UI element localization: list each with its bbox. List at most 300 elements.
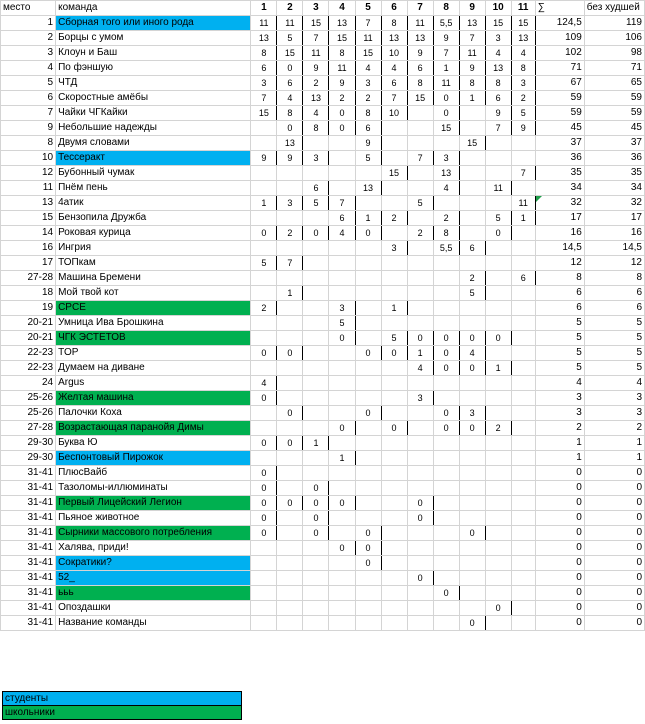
without-worst-cell[interactable]: 71	[584, 61, 644, 76]
score-cell-round-11[interactable]	[511, 616, 535, 631]
score-cell-round-8[interactable]: 3	[433, 151, 459, 166]
score-cell-round-1[interactable]	[251, 211, 277, 226]
score-cell-round-4[interactable]	[329, 271, 355, 286]
score-cell-round-9[interactable]: 5	[459, 286, 485, 301]
place-cell[interactable]: 13	[1, 196, 56, 211]
team-name-cell[interactable]: Сырники массового потребления	[56, 526, 251, 541]
score-cell-round-8[interactable]	[433, 256, 459, 271]
sum-cell[interactable]: 0	[535, 466, 584, 481]
score-cell-round-8[interactable]: 4	[433, 181, 459, 196]
without-worst-cell[interactable]: 119	[584, 16, 644, 31]
place-cell[interactable]: 2	[1, 31, 56, 46]
score-cell-round-4[interactable]: 0	[329, 541, 355, 556]
score-cell-round-3[interactable]	[303, 301, 329, 316]
team-name-cell[interactable]: 52_	[56, 571, 251, 586]
score-cell-round-8[interactable]: 0	[433, 406, 459, 421]
score-cell-round-2[interactable]	[277, 391, 303, 406]
team-name-cell[interactable]: Бубонный чумак	[56, 166, 251, 181]
score-cell-round-4[interactable]	[329, 406, 355, 421]
place-cell[interactable]: 31-41	[1, 496, 56, 511]
score-cell-round-8[interactable]: 0	[433, 421, 459, 436]
team-name-cell[interactable]: ььь	[56, 586, 251, 601]
score-cell-round-10[interactable]	[485, 571, 511, 586]
sum-cell[interactable]: 1	[535, 436, 584, 451]
score-cell-round-10[interactable]	[485, 556, 511, 571]
team-name-cell[interactable]: Бензопила Дружба	[56, 211, 251, 226]
without-worst-cell[interactable]: 3	[584, 391, 644, 406]
sum-cell[interactable]: 0	[535, 541, 584, 556]
score-cell-round-9[interactable]	[459, 376, 485, 391]
without-worst-cell[interactable]: 65	[584, 76, 644, 91]
score-cell-round-11[interactable]	[511, 571, 535, 586]
score-cell-round-1[interactable]	[251, 556, 277, 571]
score-cell-round-8[interactable]	[433, 136, 459, 151]
score-cell-round-7[interactable]	[407, 406, 433, 421]
score-cell-round-1[interactable]: 11	[251, 16, 277, 31]
score-cell-round-4[interactable]	[329, 376, 355, 391]
sum-cell[interactable]: 0	[535, 571, 584, 586]
place-cell[interactable]: 31-41	[1, 586, 56, 601]
score-cell-round-8[interactable]	[433, 616, 459, 631]
score-cell-round-10[interactable]	[485, 136, 511, 151]
place-cell[interactable]: 5	[1, 76, 56, 91]
score-cell-round-5[interactable]	[355, 391, 381, 406]
sum-cell[interactable]: 2	[535, 421, 584, 436]
score-cell-round-5[interactable]	[355, 286, 381, 301]
score-cell-round-2[interactable]	[277, 376, 303, 391]
team-name-cell[interactable]: Скоростные амёбы	[56, 91, 251, 106]
score-cell-round-9[interactable]	[459, 586, 485, 601]
score-cell-round-7[interactable]: 4	[407, 361, 433, 376]
score-cell-round-1[interactable]: 13	[251, 31, 277, 46]
score-cell-round-7[interactable]	[407, 106, 433, 121]
score-cell-round-1[interactable]	[251, 451, 277, 466]
score-cell-round-7[interactable]: 3	[407, 391, 433, 406]
score-cell-round-10[interactable]	[485, 166, 511, 181]
score-cell-round-3[interactable]: 8	[303, 121, 329, 136]
score-cell-round-11[interactable]: 6	[511, 271, 535, 286]
score-cell-round-10[interactable]	[485, 286, 511, 301]
score-cell-round-6[interactable]: 13	[381, 31, 407, 46]
score-cell-round-5[interactable]	[355, 511, 381, 526]
score-cell-round-8[interactable]: 9	[433, 31, 459, 46]
score-cell-round-5[interactable]: 0	[355, 556, 381, 571]
place-cell[interactable]: 15	[1, 211, 56, 226]
score-cell-round-5[interactable]: 13	[355, 181, 381, 196]
score-cell-round-10[interactable]: 2	[485, 421, 511, 436]
score-cell-round-3[interactable]: 11	[303, 46, 329, 61]
score-cell-round-5[interactable]: 0	[355, 526, 381, 541]
team-name-cell[interactable]: Халява, приди!	[56, 541, 251, 556]
score-cell-round-7[interactable]	[407, 136, 433, 151]
score-cell-round-11[interactable]	[511, 601, 535, 616]
score-cell-round-6[interactable]: 0	[381, 346, 407, 361]
score-cell-round-10[interactable]	[485, 496, 511, 511]
score-cell-round-9[interactable]: 9	[459, 61, 485, 76]
score-cell-round-8[interactable]: 13	[433, 166, 459, 181]
score-cell-round-10[interactable]	[485, 616, 511, 631]
score-cell-round-9[interactable]	[459, 451, 485, 466]
score-cell-round-7[interactable]	[407, 376, 433, 391]
place-cell[interactable]: 27-28	[1, 421, 56, 436]
score-cell-round-3[interactable]	[303, 286, 329, 301]
score-cell-round-8[interactable]	[433, 526, 459, 541]
without-worst-cell[interactable]: 98	[584, 46, 644, 61]
team-name-cell[interactable]: Мой твой кот	[56, 286, 251, 301]
score-cell-round-2[interactable]	[277, 451, 303, 466]
score-cell-round-5[interactable]	[355, 601, 381, 616]
without-worst-cell[interactable]: 0	[584, 526, 644, 541]
score-cell-round-1[interactable]	[251, 286, 277, 301]
score-cell-round-3[interactable]: 5	[303, 196, 329, 211]
score-cell-round-1[interactable]: 0	[251, 481, 277, 496]
sum-cell[interactable]: 6	[535, 301, 584, 316]
score-cell-round-6[interactable]	[381, 376, 407, 391]
score-cell-round-2[interactable]: 4	[277, 91, 303, 106]
score-cell-round-9[interactable]	[459, 556, 485, 571]
sum-cell[interactable]: 0	[535, 496, 584, 511]
sum-cell[interactable]: 34	[535, 181, 584, 196]
score-cell-round-11[interactable]	[511, 181, 535, 196]
score-cell-round-4[interactable]	[329, 526, 355, 541]
score-cell-round-9[interactable]	[459, 601, 485, 616]
score-cell-round-5[interactable]	[355, 496, 381, 511]
score-cell-round-3[interactable]: 6	[303, 181, 329, 196]
score-cell-round-7[interactable]	[407, 556, 433, 571]
score-cell-round-10[interactable]	[485, 391, 511, 406]
place-cell[interactable]: 31-41	[1, 556, 56, 571]
score-cell-round-4[interactable]	[329, 616, 355, 631]
sum-cell[interactable]: 0	[535, 526, 584, 541]
score-cell-round-7[interactable]	[407, 271, 433, 286]
score-cell-round-6[interactable]	[381, 406, 407, 421]
score-cell-round-10[interactable]	[485, 436, 511, 451]
sum-cell[interactable]: 0	[535, 616, 584, 631]
score-cell-round-11[interactable]	[511, 406, 535, 421]
score-cell-round-4[interactable]	[329, 151, 355, 166]
score-cell-round-11[interactable]: 2	[511, 91, 535, 106]
score-cell-round-11[interactable]: 3	[511, 76, 535, 91]
score-cell-round-2[interactable]	[277, 511, 303, 526]
score-cell-round-11[interactable]	[511, 376, 535, 391]
score-cell-round-3[interactable]	[303, 406, 329, 421]
without-worst-cell[interactable]: 59	[584, 91, 644, 106]
score-cell-round-1[interactable]: 0	[251, 511, 277, 526]
score-cell-round-4[interactable]	[329, 391, 355, 406]
header-round-5[interactable]: 5	[355, 1, 381, 16]
score-cell-round-7[interactable]: 0	[407, 511, 433, 526]
score-cell-round-11[interactable]	[511, 286, 535, 301]
score-cell-round-10[interactable]	[485, 541, 511, 556]
score-cell-round-7[interactable]	[407, 166, 433, 181]
score-cell-round-7[interactable]: 0	[407, 571, 433, 586]
score-cell-round-5[interactable]	[355, 421, 381, 436]
score-cell-round-7[interactable]: 9	[407, 46, 433, 61]
sum-cell[interactable]: 3	[535, 391, 584, 406]
score-cell-round-9[interactable]	[459, 481, 485, 496]
score-cell-round-1[interactable]: 4	[251, 376, 277, 391]
header-team[interactable]: команда	[56, 1, 251, 16]
score-cell-round-3[interactable]	[303, 256, 329, 271]
score-cell-round-7[interactable]	[407, 436, 433, 451]
place-cell[interactable]: 8	[1, 136, 56, 151]
score-cell-round-8[interactable]	[433, 511, 459, 526]
score-cell-round-5[interactable]: 11	[355, 31, 381, 46]
score-cell-round-9[interactable]: 15	[459, 136, 485, 151]
score-cell-round-9[interactable]	[459, 316, 485, 331]
score-cell-round-3[interactable]: 0	[303, 496, 329, 511]
score-cell-round-2[interactable]	[277, 556, 303, 571]
sum-cell[interactable]: 12	[535, 256, 584, 271]
score-cell-round-1[interactable]: 8	[251, 46, 277, 61]
team-name-cell[interactable]: Умница Ива Брошкина	[56, 316, 251, 331]
score-cell-round-8[interactable]: 11	[433, 76, 459, 91]
place-cell[interactable]: 31-41	[1, 616, 56, 631]
score-cell-round-4[interactable]: 11	[329, 61, 355, 76]
score-cell-round-9[interactable]	[459, 166, 485, 181]
score-cell-round-11[interactable]	[511, 151, 535, 166]
score-cell-round-5[interactable]	[355, 361, 381, 376]
score-cell-round-5[interactable]	[355, 316, 381, 331]
score-cell-round-5[interactable]	[355, 301, 381, 316]
score-cell-round-4[interactable]	[329, 556, 355, 571]
score-cell-round-9[interactable]	[459, 121, 485, 136]
sum-cell[interactable]: 45	[535, 121, 584, 136]
score-cell-round-2[interactable]: 15	[277, 46, 303, 61]
score-cell-round-1[interactable]	[251, 616, 277, 631]
score-cell-round-7[interactable]	[407, 121, 433, 136]
score-cell-round-3[interactable]	[303, 421, 329, 436]
score-cell-round-1[interactable]: 2	[251, 301, 277, 316]
score-cell-round-3[interactable]	[303, 376, 329, 391]
without-worst-cell[interactable]: 37	[584, 136, 644, 151]
score-cell-round-6[interactable]	[381, 556, 407, 571]
score-cell-round-4[interactable]	[329, 586, 355, 601]
score-cell-round-9[interactable]	[459, 511, 485, 526]
without-worst-cell[interactable]: 0	[584, 481, 644, 496]
score-cell-round-1[interactable]	[251, 316, 277, 331]
score-cell-round-11[interactable]	[511, 316, 535, 331]
score-cell-round-6[interactable]: 2	[381, 211, 407, 226]
score-cell-round-4[interactable]	[329, 136, 355, 151]
score-cell-round-7[interactable]: 2	[407, 226, 433, 241]
sum-cell[interactable]: 37	[535, 136, 584, 151]
score-cell-round-11[interactable]	[511, 361, 535, 376]
score-cell-round-10[interactable]	[485, 151, 511, 166]
score-cell-round-6[interactable]: 7	[381, 91, 407, 106]
score-cell-round-6[interactable]	[381, 436, 407, 451]
team-name-cell[interactable]: ТОПкам	[56, 256, 251, 271]
without-worst-cell[interactable]: 5	[584, 331, 644, 346]
team-name-cell[interactable]: ЧГК ЭСТЕТОВ	[56, 331, 251, 346]
score-cell-round-6[interactable]: 10	[381, 106, 407, 121]
score-cell-round-1[interactable]	[251, 241, 277, 256]
score-cell-round-11[interactable]	[511, 526, 535, 541]
sum-cell[interactable]: 35	[535, 166, 584, 181]
score-cell-round-5[interactable]	[355, 196, 381, 211]
score-cell-round-9[interactable]: 0	[459, 616, 485, 631]
header-round-10[interactable]: 10	[485, 1, 511, 16]
score-cell-round-4[interactable]	[329, 511, 355, 526]
header-round-11[interactable]: 11	[511, 1, 535, 16]
score-cell-round-1[interactable]: 0	[251, 346, 277, 361]
score-cell-round-2[interactable]	[277, 616, 303, 631]
score-cell-round-11[interactable]: 13	[511, 31, 535, 46]
score-cell-round-11[interactable]	[511, 541, 535, 556]
score-cell-round-10[interactable]: 15	[485, 16, 511, 31]
score-cell-round-9[interactable]	[459, 226, 485, 241]
team-name-cell[interactable]: Роковая курица	[56, 226, 251, 241]
score-cell-round-7[interactable]	[407, 256, 433, 271]
score-cell-round-10[interactable]: 13	[485, 61, 511, 76]
score-cell-round-5[interactable]: 1	[355, 211, 381, 226]
team-name-cell[interactable]: Клоун и Баш	[56, 46, 251, 61]
score-cell-round-2[interactable]	[277, 241, 303, 256]
header-round-1[interactable]: 1	[251, 1, 277, 16]
score-cell-round-3[interactable]	[303, 601, 329, 616]
score-cell-round-11[interactable]: 9	[511, 121, 535, 136]
score-cell-round-8[interactable]	[433, 316, 459, 331]
sum-cell[interactable]: 3	[535, 406, 584, 421]
score-cell-round-6[interactable]	[381, 316, 407, 331]
score-cell-round-4[interactable]: 13	[329, 16, 355, 31]
without-worst-cell[interactable]: 0	[584, 616, 644, 631]
score-cell-round-8[interactable]	[433, 376, 459, 391]
score-cell-round-11[interactable]	[511, 391, 535, 406]
score-cell-round-6[interactable]	[381, 571, 407, 586]
score-cell-round-11[interactable]	[511, 511, 535, 526]
score-cell-round-8[interactable]: 7	[433, 46, 459, 61]
score-cell-round-7[interactable]	[407, 211, 433, 226]
without-worst-cell[interactable]: 0	[584, 586, 644, 601]
score-cell-round-5[interactable]	[355, 376, 381, 391]
score-cell-round-9[interactable]: 4	[459, 346, 485, 361]
score-cell-round-4[interactable]: 0	[329, 121, 355, 136]
score-cell-round-4[interactable]	[329, 436, 355, 451]
without-worst-cell[interactable]: 45	[584, 121, 644, 136]
header-round-2[interactable]: 2	[277, 1, 303, 16]
score-cell-round-8[interactable]	[433, 481, 459, 496]
score-cell-round-1[interactable]: 0	[251, 526, 277, 541]
score-cell-round-9[interactable]	[459, 436, 485, 451]
score-cell-round-5[interactable]	[355, 436, 381, 451]
score-cell-round-8[interactable]	[433, 196, 459, 211]
place-cell[interactable]: 12	[1, 166, 56, 181]
score-cell-round-8[interactable]	[433, 601, 459, 616]
score-cell-round-10[interactable]: 0	[485, 331, 511, 346]
score-cell-round-1[interactable]: 0	[251, 226, 277, 241]
header-round-4[interactable]: 4	[329, 1, 355, 16]
score-cell-round-9[interactable]	[459, 466, 485, 481]
score-cell-round-2[interactable]	[277, 601, 303, 616]
score-cell-round-10[interactable]: 4	[485, 46, 511, 61]
score-cell-round-1[interactable]: 1	[251, 196, 277, 211]
team-name-cell[interactable]: Тессеракт	[56, 151, 251, 166]
without-worst-cell[interactable]: 34	[584, 181, 644, 196]
score-cell-round-10[interactable]: 8	[485, 76, 511, 91]
sum-cell[interactable]: 67	[535, 76, 584, 91]
score-cell-round-3[interactable]	[303, 361, 329, 376]
place-cell[interactable]: 27-28	[1, 271, 56, 286]
score-cell-round-7[interactable]	[407, 481, 433, 496]
score-cell-round-8[interactable]	[433, 541, 459, 556]
score-cell-round-8[interactable]	[433, 301, 459, 316]
sum-cell[interactable]: 59	[535, 106, 584, 121]
without-worst-cell[interactable]: 0	[584, 541, 644, 556]
legend-schoolkids[interactable]: школьники	[3, 706, 242, 720]
score-cell-round-7[interactable]	[407, 586, 433, 601]
score-cell-round-5[interactable]: 2	[355, 91, 381, 106]
without-worst-cell[interactable]: 35	[584, 166, 644, 181]
score-cell-round-8[interactable]: 0	[433, 361, 459, 376]
team-name-cell[interactable]: Буква Ю	[56, 436, 251, 451]
score-cell-round-7[interactable]	[407, 286, 433, 301]
score-cell-round-8[interactable]: 1	[433, 61, 459, 76]
without-worst-cell[interactable]: 0	[584, 511, 644, 526]
sum-cell[interactable]: 4	[535, 376, 584, 391]
score-cell-round-3[interactable]: 7	[303, 31, 329, 46]
score-cell-round-3[interactable]	[303, 541, 329, 556]
team-name-cell[interactable]: Сборная того или иного рода	[56, 16, 251, 31]
score-cell-round-9[interactable]	[459, 571, 485, 586]
score-cell-round-2[interactable]: 8	[277, 106, 303, 121]
score-cell-round-2[interactable]: 13	[277, 136, 303, 151]
score-cell-round-7[interactable]: 11	[407, 16, 433, 31]
score-cell-round-6[interactable]: 0	[381, 421, 407, 436]
header-round-6[interactable]: 6	[381, 1, 407, 16]
score-cell-round-6[interactable]	[381, 541, 407, 556]
without-worst-cell[interactable]: 3	[584, 406, 644, 421]
sum-cell[interactable]: 0	[535, 556, 584, 571]
place-cell[interactable]: 25-26	[1, 406, 56, 421]
score-cell-round-4[interactable]: 2	[329, 91, 355, 106]
place-cell[interactable]: 9	[1, 121, 56, 136]
score-cell-round-2[interactable]	[277, 481, 303, 496]
score-cell-round-1[interactable]	[251, 571, 277, 586]
place-cell[interactable]: 7	[1, 106, 56, 121]
sum-cell[interactable]: 0	[535, 601, 584, 616]
score-cell-round-10[interactable]	[485, 241, 511, 256]
score-cell-round-8[interactable]: 0	[433, 91, 459, 106]
score-cell-round-5[interactable]: 5	[355, 151, 381, 166]
score-cell-round-8[interactable]	[433, 271, 459, 286]
team-name-cell[interactable]: Беспонтовый Пирожок	[56, 451, 251, 466]
score-cell-round-11[interactable]: 1	[511, 211, 535, 226]
team-name-cell[interactable]: Argus	[56, 376, 251, 391]
score-cell-round-6[interactable]	[381, 496, 407, 511]
team-name-cell[interactable]: Борцы с умом	[56, 31, 251, 46]
score-cell-round-9[interactable]	[459, 106, 485, 121]
sum-cell[interactable]: 5	[535, 346, 584, 361]
score-cell-round-2[interactable]: 5	[277, 31, 303, 46]
score-cell-round-5[interactable]: 8	[355, 106, 381, 121]
score-cell-round-4[interactable]	[329, 346, 355, 361]
score-cell-round-8[interactable]	[433, 466, 459, 481]
score-cell-round-3[interactable]: 3	[303, 151, 329, 166]
score-cell-round-1[interactable]	[251, 406, 277, 421]
score-cell-round-3[interactable]	[303, 451, 329, 466]
sum-cell[interactable]: 0	[535, 511, 584, 526]
score-cell-round-2[interactable]	[277, 571, 303, 586]
score-cell-round-9[interactable]	[459, 151, 485, 166]
score-cell-round-4[interactable]	[329, 286, 355, 301]
score-cell-round-1[interactable]	[251, 586, 277, 601]
score-cell-round-11[interactable]	[511, 451, 535, 466]
score-cell-round-5[interactable]: 0	[355, 346, 381, 361]
score-cell-round-1[interactable]	[251, 271, 277, 286]
score-cell-round-7[interactable]: 8	[407, 76, 433, 91]
score-cell-round-6[interactable]	[381, 616, 407, 631]
